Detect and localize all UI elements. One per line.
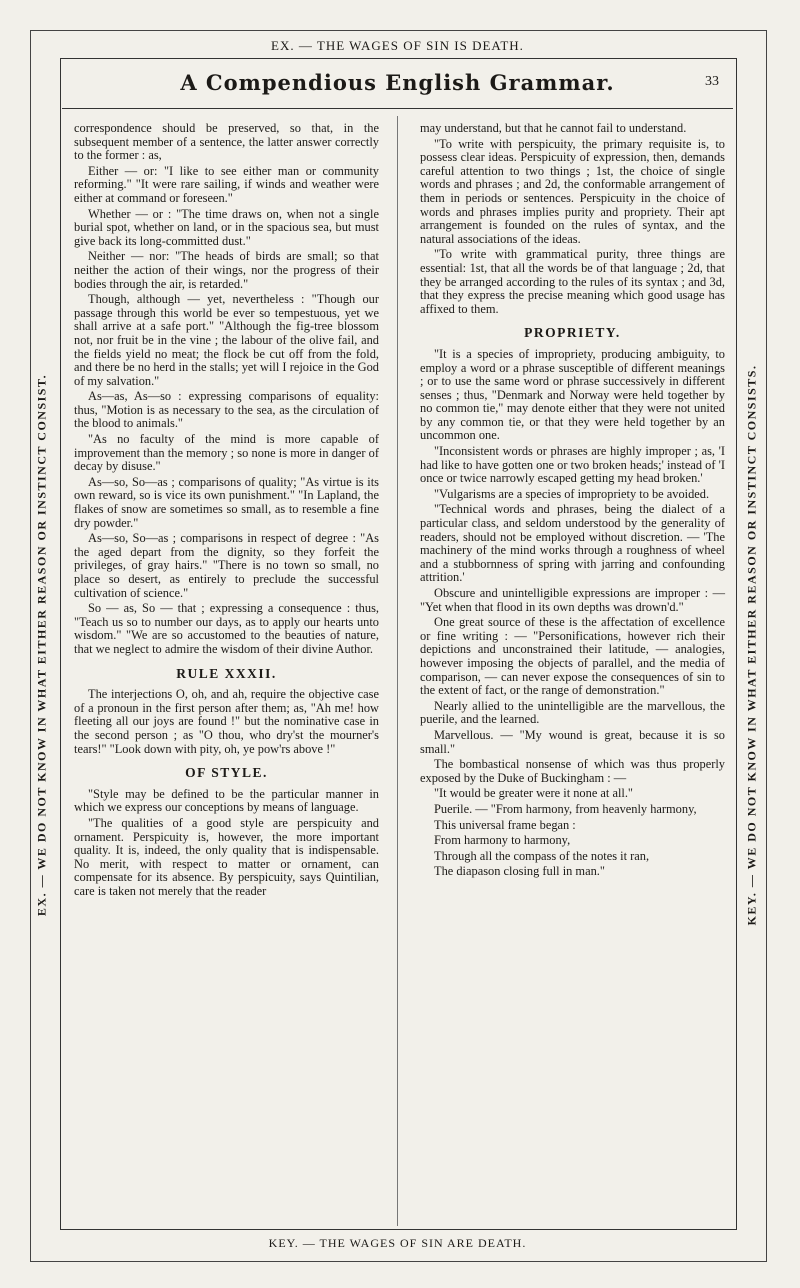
paragraph: Marvellous. — "My wound is great, because it is so small." — [420, 727, 725, 756]
paragraph: One great source of these is the affectation of excellence or fine writing : — "Personifications, however rich their depictions and unconstrained their latitude, — analogies, however imposing the objects of parallel, and the media of comparison, — can never expose the consequences of sin to the extent of fact, or the range of demonstration." — [420, 615, 725, 698]
right-column — [420, 122, 725, 881]
paragraph: "To write with perspicuity, the primary requisite is, to possess clear ideas. Perspicuity of expression, then, demands careful attention to two things ; 1st, the choice of single words and phrases ; and 2d, the conformable arrangement of them in periods or sentences. Perspicuity in the choice of words and phrases implies purity and propriety. Their apt arrangement is founded on the rules of syntax, and the natural associations of the ideas. — [420, 136, 725, 246]
paragraph: The interjections O, oh, and ah, require the objective case of a pronoun in the first person after them; as, "Ah me! how fleeting all our joys are found !" but the nominative case in the second person ; as "O thou, who dry'st the mourner's tears!" "Look down with pity, oh, ye pow'rs above !" — [74, 687, 379, 756]
paragraph: "Inconsistent words or phrases are highly improper ; as, 'I had like to have gotten one or two broken heads;' instead of 'I once or twice narrowly escaped getting my head broken.' — [420, 444, 725, 486]
running-head-top: EX. — THE WAGES OF SIN IS DEATH. — [271, 38, 524, 53]
section-heading-style: OF STYLE. — [185, 765, 268, 781]
paragraph: "As no faculty of the mind is more capable of improvement than the memory ; so none is more in danger of decay by disuse." — [74, 432, 379, 474]
running-foot-bottom: KEY. — THE WAGES OF SIN ARE DEATH. — [268, 1236, 527, 1250]
poem-line: From harmony to harmony, — [434, 833, 571, 848]
paragraph: correspondence should be preserved, so that, in the subsequent member of a sentence, the latter answer correctly to the former : as, — [74, 121, 379, 163]
paragraph: Nearly allied to the unintelligible are the marvellous, the puerile, and the learned. — [420, 698, 725, 727]
paragraph: As—so, So—as ; comparisons in respect of degree : "As the aged depart from the dignity, so they forfeit the privileges, of gray hairs." "There is no town so small, no place so desert, as entirely to preclude the successful cultivation of science." — [74, 531, 379, 600]
paragraph: The bombastical nonsense of which was thus properly exposed by the Duke of Buckingham : — — [420, 757, 725, 785]
paragraph: Puerile. — "From harmony, from heavenly harmony, — [434, 801, 697, 816]
section-heading-propriety: PROPRIETY. — [524, 325, 621, 341]
column-divider — [397, 116, 398, 1226]
page-header — [62, 60, 733, 109]
page-number: 33 — [705, 74, 719, 89]
rule-heading: RULE XXXII. — [176, 665, 277, 681]
page-title: A Compendious English Grammar. — [180, 70, 615, 95]
paragraph: "It is a species of impropriety, producing ambiguity, to employ a word or a phrase susceptible of different meanings ; or to use the same word or phrase successively in different senses ; thus, "Denmark and Norway were held together by no common tie," may denote either that they were not united by any common tie, or that they were held together by an uncommon one. — [420, 346, 725, 443]
side-margin-right: KEY. — WE DO NOT KNOW IN WHAT EITHER REASON OR INSTINCT CONSISTS. — [744, 364, 759, 926]
paragraph: As—so, So—as ; comparisons of quality; "As virtue is its own reward, so is vice its own punishment." "In Lapland, the flakes of snow are sometimes so small, as to resemble a fine dry powder." — [74, 474, 379, 530]
poem-line: The diapason closing full in man." — [434, 864, 605, 879]
paragraph: Obscure and unintelligible expressions are improper : — "Yet when that flood in its own depths was drown'd." — [420, 586, 725, 614]
paragraph: Neither — nor: "The heads of birds are small; so that neither the action of their wings, nor the progress of their bodies through the air, is retarded." — [74, 249, 379, 291]
paragraph: Whether — or : "The time draws on, when not a single burial spot, whether on land, or in the spacious sea, but must give back its long-committed dust." — [74, 206, 379, 248]
left-column — [74, 122, 379, 900]
paragraph: So — as, So — that ; expressing a consequence : thus, "Teach us so to number our days, as to apply our hearts unto wisdom." "We are so accustomed to the beauties of nature, that we neglect to admire the wisdom of their divine Author. — [74, 601, 379, 656]
paragraph: "Style may be defined to be the particular manner in which we express our conceptions by means of language. — [74, 786, 379, 815]
paragraph: "Vulgarisms are a species of impropriety to be avoided. — [434, 486, 710, 501]
poem-line: This universal frame began : — [434, 817, 576, 832]
paragraph: As—as, As—so : expressing comparisons of equality: thus, "Motion is as necessary to the sea, as the circulation of the blood to animals." — [74, 389, 379, 431]
paragraph: "It would be greater were it none at all." — [434, 786, 633, 801]
paragraph: "To write with grammatical purity, three things are essential: 1st, that all the words be of that language ; 2d, that they be arranged according to the rules of its syntax ; and 3d, that they express the precise meaning which good usage has affixed to them. — [420, 247, 725, 316]
paragraph: "The qualities of a good style are perspicuity and ornament. Perspicuity is, however, the more important quality. It is, indeed, the only quality that is indispensable. No merit, with respect to matter or ornament, can compensate for its absence. By perspicuity, says Quintilian, care is taken not merely that the reader — [74, 815, 379, 898]
side-margin-left: EX. — WE DO NOT KNOW IN WHAT EITHER REASON OR INSTINCT CONSIST. — [34, 373, 49, 917]
poem-line: Through all the compass of the notes it ran, — [434, 848, 650, 863]
paragraph: may understand, but that he cannot fail to understand. — [420, 121, 687, 135]
paragraph: Either — or: "I like to see either man or community reforming." "It were rare sailing, if winds and weather were either at command or foreseen." — [74, 163, 379, 205]
paragraph: "Technical words and phrases, being the dialect of a particular class, and seldom understood by the generality of readers, should not be employed without discretion. — 'The machinery of the mind works through a roughness of wheel and a stubbornness of spring with jarring and confounding attrition.' — [420, 502, 725, 585]
paragraph: Though, although — yet, nevertheless : "Though our passage through this world be ever so tempestuous, yet we shall arrive at a safe port." "Although the fig-tree blossom not, nor fruit be in the vine ; the labour of the olive fail, and the fields yield no meat; the flock be cut off from the fold, and there be no herd in the stalls; yet will I rejoice in the God of my salvation." — [74, 292, 379, 388]
